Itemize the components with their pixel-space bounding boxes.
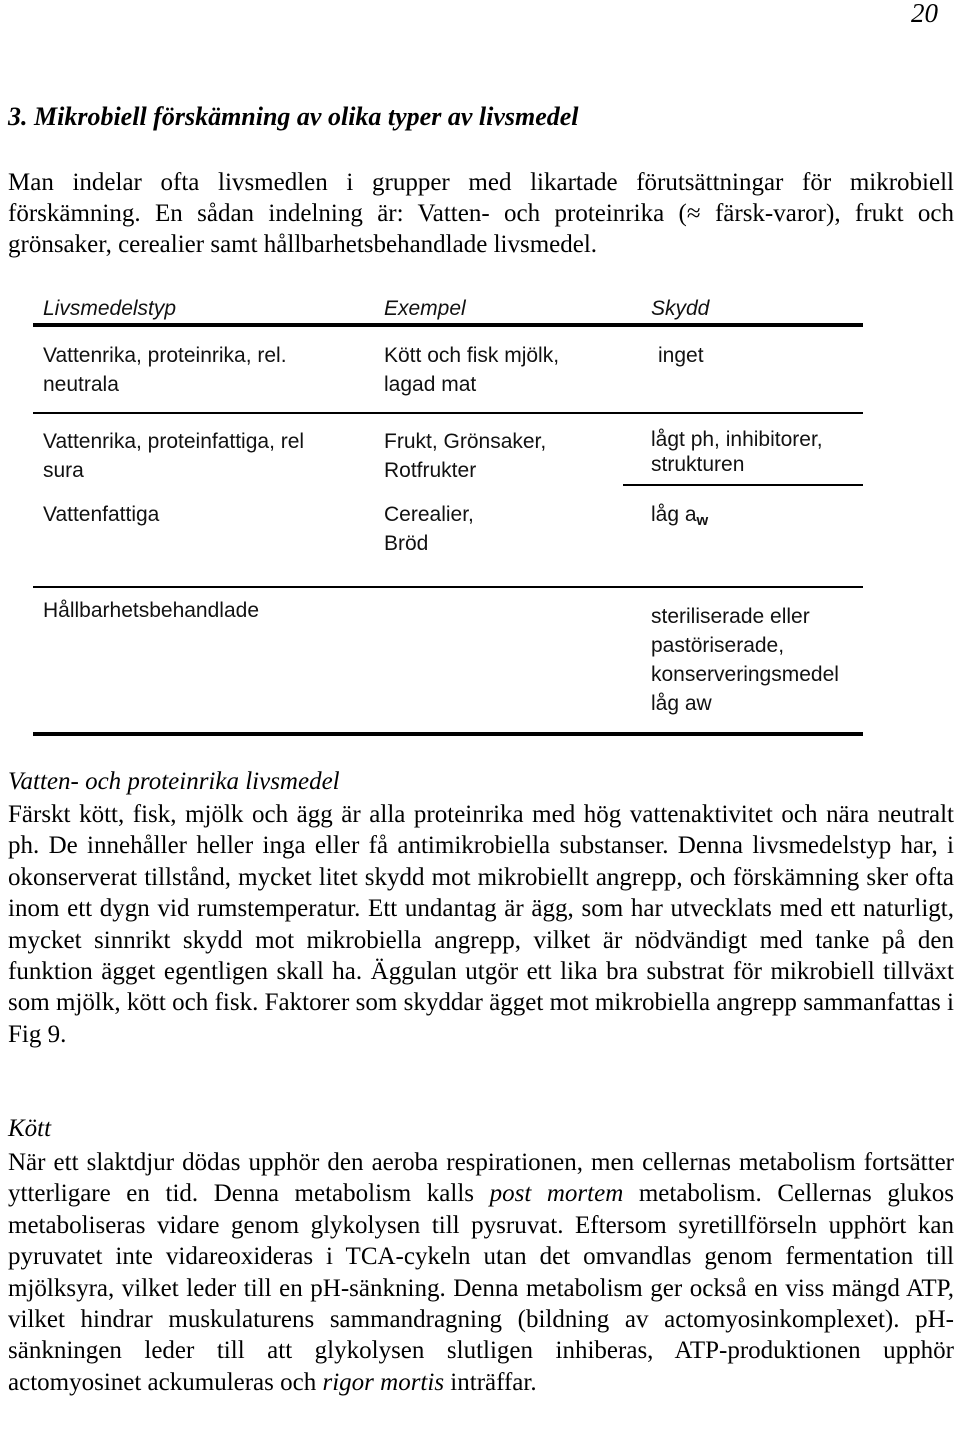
section-heading: 3. Mikrobiell förskämning av olika typer av livsmedel	[8, 102, 579, 131]
column-header-protection: Skydd	[651, 297, 710, 320]
column-header-example: Exempel	[384, 297, 466, 320]
rigor-mortis-term: rigor mortis	[322, 1368, 445, 1396]
column-header-type: Livsmedelstyp	[43, 297, 177, 320]
row-divider	[33, 412, 863, 414]
paragraph-kott: När ett slaktdjur dödas upphör den aeroba respirationen, men cellernas metabolism fortsätter ytterligare en tid. Denna metabolism kalls post mortem metabolism. Cellernas glukos metaboliseras vidare genom glykolysen till pysruvat. Eftersom syretillförseln upphört kan pyruvatet inte vidareoxideras i TCA-cykeln utan det omvandlas genom fermentation till mjölksyra, vilket leder till en pH-sänkning. Denna metabolism ger också en viss mängd ATP, vilket hindrar muskulaturens sammandragning (bildning av actomyosinkomplexet). pH-sänkningen leder till att glykolysen slutligen inhiberas, ATP-produktionen upphör actomyosinet ackumuleras och rigor mortis inträffar.	[8, 1149, 955, 1396]
row2-protection: lågt ph, inhibitorer, strukturen	[651, 428, 823, 476]
page-number: 20	[911, 0, 938, 28]
row3-type: Vattenfattiga	[43, 503, 160, 526]
row4-type: Hållbarhetsbehandlade	[43, 599, 259, 622]
table-bottom-rule	[33, 732, 863, 736]
row3-protection: låg $a_w$	[651, 503, 709, 529]
row4-protection: steriliserade eller pastöriserade, konserveringsmedel låg aw	[651, 605, 839, 715]
section-title-vatten: Vatten- och proteinrika livsmedel	[8, 768, 340, 795]
row2-example: Frukt, Grönsaker, Rotfrukter	[384, 430, 547, 482]
intro-paragraph: Man indelar ofta livsmedlen i grupper med likartade förutsättningar för mikrobiell förskämning. En sådan indelning är: Vatten- och proteinrika (≈ färsk-varor), frukt och grönsaker, cerealier samt hållbarhetsbehandlade livsmedel.	[8, 169, 954, 258]
row1-protection: inget	[658, 344, 704, 367]
row3-example: Cerealier, Bröd	[384, 503, 474, 555]
food-type-table	[33, 290, 863, 740]
row-divider-short	[623, 484, 863, 486]
post-mortem-term: post mortem	[489, 1180, 624, 1208]
row1-example: Kött och fisk mjölk, lagad mat	[384, 344, 560, 396]
row1-type: Vattenrika, proteinrika, rel. neutrala	[43, 344, 287, 396]
section-title-kott: Kött	[8, 1115, 52, 1142]
row2-type: Vattenrika, proteinfattiga, rel sura	[43, 430, 305, 482]
row-divider	[33, 586, 863, 588]
header-rule	[33, 323, 863, 327]
paragraph-vatten: Färskt kött, fisk, mjölk och ägg är alla proteinrika med hög vattenaktivitet och nära neutralt ph. De innehåller heller inga eller få antimikrobiella substanser. Denna livsmedelstyp har, i okonserverat tillstånd, mycket litet skydd mot mikrobiellt angrepp, och förskämning sker ofta inom ett dygn vid rumstemperatur. Ett undantag är ägg, som har utvecklats med ett naturligt, mycket sinnrikt skydd mot mikrobiella angrepp, vilket är nödvändigt med tanke på den funktion ägget egentligen skall ha. Äggulan utgör ett lika bra substrat för mikrobiell tillväxt som mjölk, kött och fisk. Faktorer som skyddar ägget mot mikrobiella angrepp sammanfattas i Fig 9.	[8, 801, 954, 1048]
